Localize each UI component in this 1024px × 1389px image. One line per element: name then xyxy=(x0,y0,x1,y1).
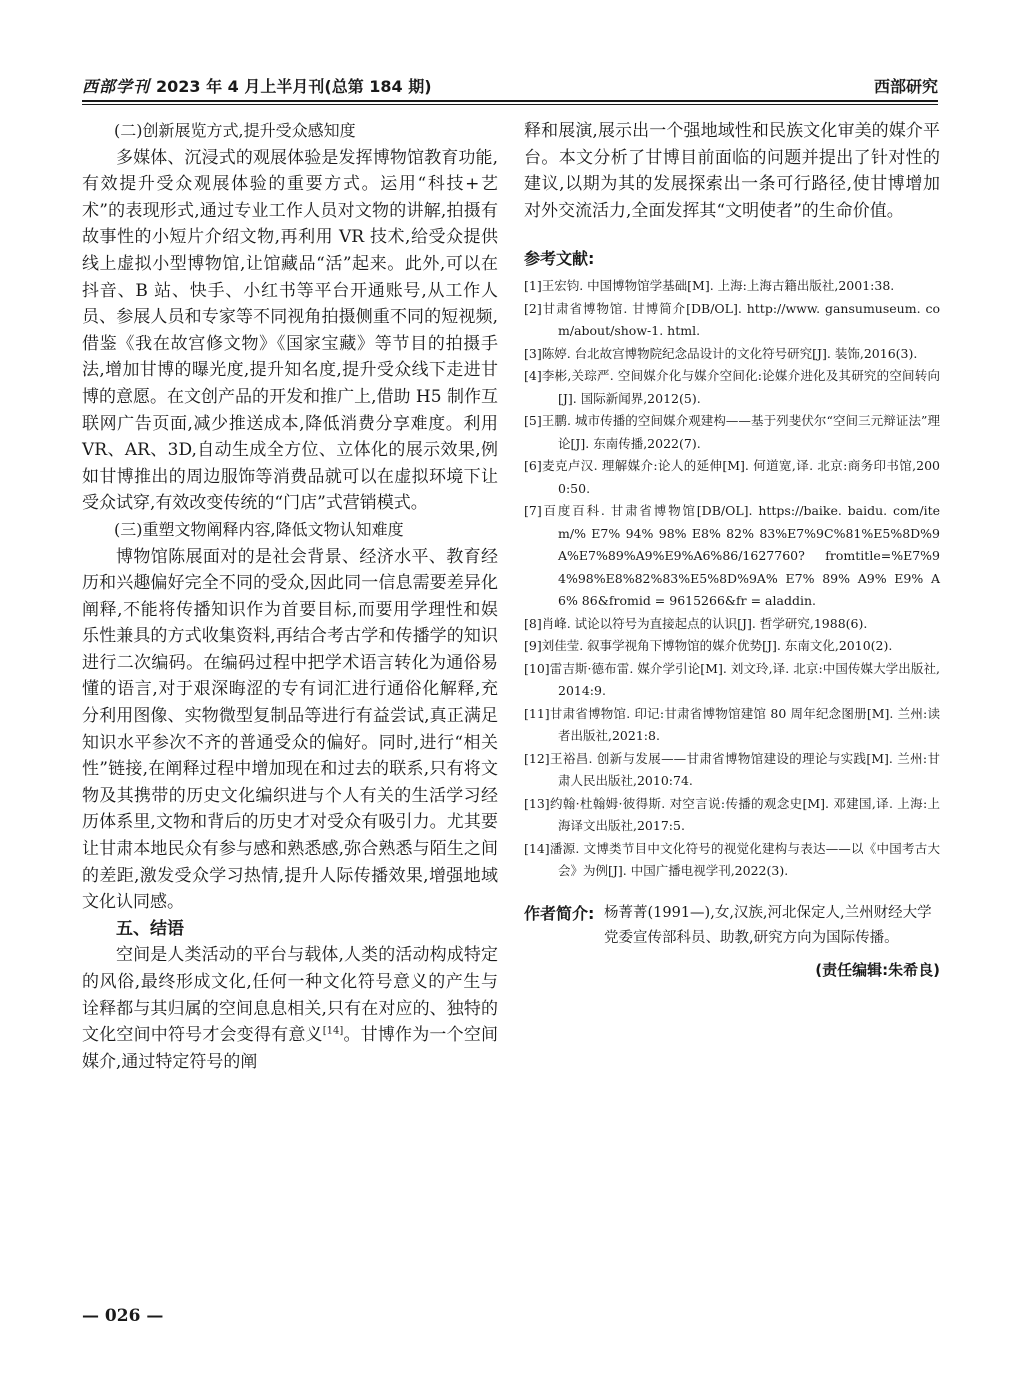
conclusion-text: 空间是人类活动的平台与载体,人类的活动构成特定的风俗,最终形成文化,任何一种文化符号意义的产生与诠释都与其归属的空间息息相关,只有在对应的、独特的文化空间中符号才会变得有意义 xyxy=(82,945,498,1046)
reference-item: [12]王裕昌. 创新与发展——甘肃省博物馆建设的理论与实践[M]. 兰州:甘肃人民出版社,2010:74. xyxy=(524,750,940,789)
reference-item: [14]潘源. 文博类节目中文化符号的视觉化建构与表达——以《中国考古大会》为例[J]. 中国广播电视学刊,2022(3). xyxy=(524,840,940,879)
paragraph-conclusion-continued: 释和展演,展示出一个强地域性和民族文化审美的媒介平台。本文分析了甘博目前面临的问题并提出了针对性的建议,以期为其的发展探索出一条可行路径,使甘博增加对外交流活力,全面发挥其“文明使者”的生命价值。 xyxy=(524,121,940,221)
reference-item: [1]王宏钧. 中国博物馆学基础[M]. 上海:上海古籍出版社,2001:38. xyxy=(524,278,895,294)
header-rule-thick xyxy=(82,100,938,102)
journal-logo: 西部学刊 xyxy=(82,77,151,96)
page-header xyxy=(82,74,938,96)
references-list xyxy=(524,275,940,883)
header-rule-thin xyxy=(82,104,938,105)
author-bio xyxy=(524,901,940,951)
right-column xyxy=(524,118,940,980)
reference-item: [9]刘佳莹. 叙事学视角下博物馆的媒介优势[J]. 东南文化,2010(2). xyxy=(524,638,893,654)
subheading-reshape-interpretation: (三)重塑文物阐释内容,降低文物认知难度 xyxy=(114,519,404,539)
reference-item: [3]陈婷. 台北故宫博物院纪念品设计的文化符号研究[J]. 装饰,2016(3). xyxy=(524,345,918,361)
reference-item: [13]约翰·杜翰姆·彼得斯. 对空言说:传播的观念史[M]. 邓建国,译. 上海:上海译文出版社,2017:5. xyxy=(524,795,940,834)
reference-item: [8]肖峰. 试论以符号为直接起点的认识[J]. 哲学研究,1988(6). xyxy=(524,615,868,631)
author-bio-label: 作者简介: xyxy=(524,903,595,923)
references-heading: 参考文献: xyxy=(524,249,595,269)
reference-item: [2]甘肃省博物馆. 甘博简介[DB/OL]. http://www. gansumuseum. com/about/show-1. html. xyxy=(524,300,940,339)
reference-item: [6]麦克卢汉. 理解媒介:论人的延伸[M]. 何道宽,译. 北京:商务印书馆,2000:50. xyxy=(524,458,940,496)
left-column xyxy=(82,118,498,1075)
reference-item: [7]百度百科. 甘肃省博物馆[DB/OL]. https://baike. baidu. com/item/% E7% 94% 98% E8% 82% 83%E7%9C%81%E5%8D%9A%E7%89%A9%E9%A6%86/1627760? fromtitle=%E7%94%98%E8%82%83%E5%8D%9A% E7% 89% A9% E9% A6% 86&fromid = 9615266&fr = aladdin. xyxy=(524,503,940,609)
issue-info: 2023 年 4 月上半月刊(总第 184 期) xyxy=(156,77,432,96)
author-bio-text: 杨菁菁(1991—),女,汉族,河北保定人,兰州财经大学党委宣传部科员、助教,研究方向为国际传播。 xyxy=(604,904,932,946)
subheading-innovate-exhibition: (二)创新展览方式,提升受众感知度 xyxy=(114,121,356,140)
paragraph-conclusion xyxy=(82,942,498,1075)
citation-marker: [14] xyxy=(322,1025,344,1037)
paragraph-multimedia: 多媒体、沉浸式的观展体验是发挥博物馆教育功能,有效提升受众观展体验的重要方式。运用“科技+艺术”的表现形式,通过专业工作人员对文物的讲解,拍摄有故事性的小短片介绍文物,再利用 VR 技术,给受众提供线上虚拟小型博物馆,让馆藏品“活”起来。此外,可以在抖音、B 站、快手、小红书等平台开通账号,从工作人员、参展人员和专家等不同视角拍摄侧重不同的短视频,借鉴《我在故宫修文物》《国家宝藏》等节目的拍摄手法,增加甘博的曝光度,提升知名度,提升受众线下走进甘博的意愿。在文创产品的开发和推广上,借助 H5 制作互联网广告页面,减少推送成本,降低消费分享难度。利用 VR、AR、3D,自动生成全方位、立体化的展示效果,例如甘博推出的周边服饰等消费品就可以在虚拟环境下让受众试穿,有效改变传统的“门店”式营销模式。 xyxy=(82,147,498,514)
conclusion-tail: 。甘博作为一个空间媒介,通过特定符号的阐 xyxy=(82,1025,499,1072)
reference-item: [5]王鹏. 城市传播的空间媒介观建构——基于列斐伏尔“空间三元辩证法”理论[J]. 东南传播,2022(7). xyxy=(524,413,940,451)
responsible-editor: (责任编辑:朱希良) xyxy=(815,960,940,979)
reference-item: [10]雷吉斯·德布雷. 媒介学引论[M]. 刘文玲,译. 北京:中国传媒大学出版社,2014:9. xyxy=(524,660,940,699)
paragraph-audience: 博物馆陈展面对的是社会背景、经济水平、教育经历和兴趣偏好完全不同的受众,因此同一信息需要差异化阐释,不能将传播知识作为首要目标,而要用学理性和娱乐性兼具的方式收集资料,再结合考古学和传播学的知识进行二次编码。在编码过程中把学术语言转化为通俗易懂的语言,对于艰深晦涩的专有词汇进行通俗化解释,充分利用图像、实物微型复制品等进行有益尝试,真正满足知识水平参次不齐的普通受众的偏好。同时,进行“相关性”链接,在阐释过程中增加现在和过去的联系,只有将文物及其携带的历史文化编织进与个人有关的生活学习经历体系里,文物和背后的历史才对受众有吸引力。尤其要让甘肃本地民众有参与感和熟悉感,弥合熟悉与陌生之间的差距,激发受众学习热情,提升人际传播效果,增强地域文化认同感。 xyxy=(82,546,498,913)
section-title: 西部研究 xyxy=(873,77,938,96)
page-number: — 026 — xyxy=(82,1306,164,1326)
reference-item: [4]李彬,关琮严. 空间媒介化与媒介空间化:论媒介进化及其研究的空间转向[J]. 国际新闻界,2012(5). xyxy=(524,368,940,406)
section-heading-conclusion: 五、结语 xyxy=(116,918,184,939)
reference-item: [11]甘肃省博物馆. 印记:甘肃省博物馆建馆 80 周年纪念图册[M]. 兰州:读者出版社,2021:8. xyxy=(524,705,940,744)
